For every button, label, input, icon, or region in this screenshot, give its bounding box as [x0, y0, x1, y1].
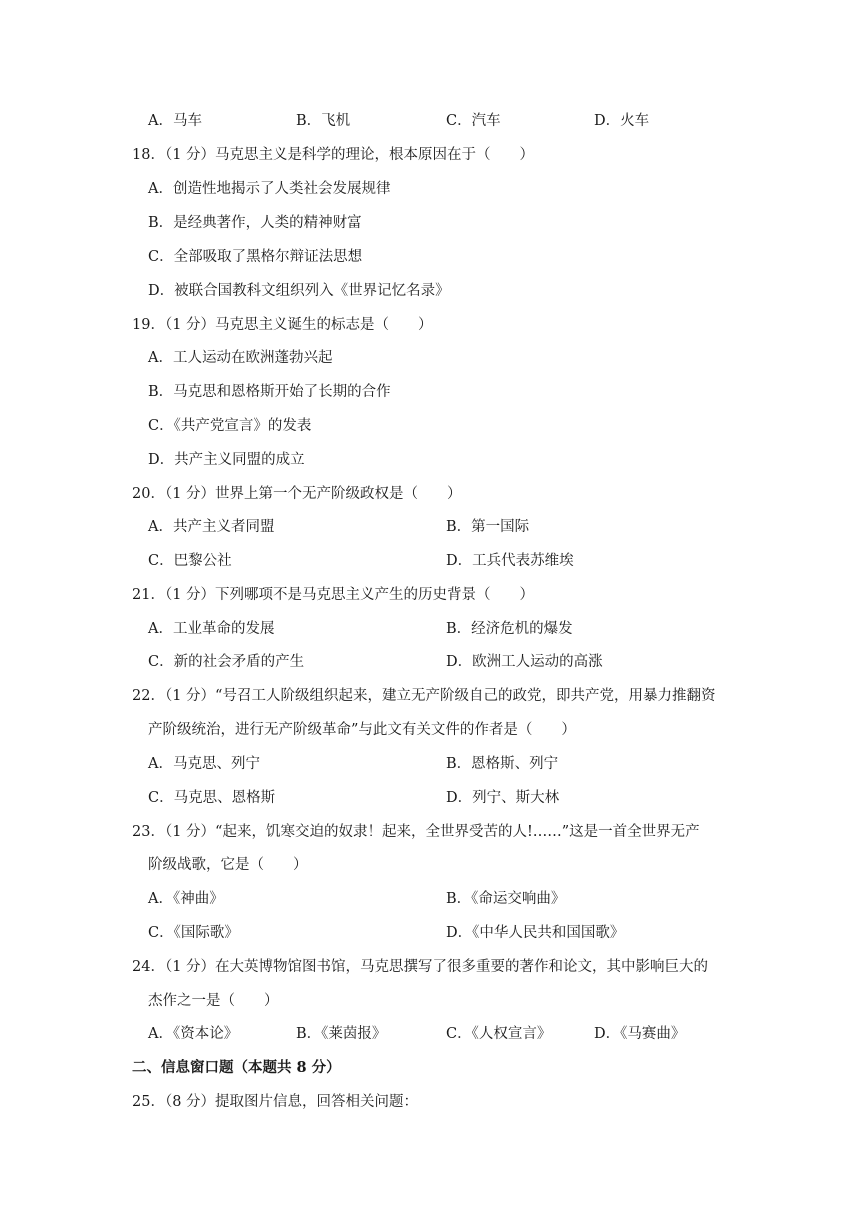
q19-stem: 19．（1 分）马克思主义诞生的标志是（ ） [132, 317, 433, 333]
q18-option-b: B．是经典著作，人类的精神财富 [148, 215, 362, 231]
q23-option-d: D．《中华人民共和国国歌》 [446, 925, 625, 941]
q23-option-c: C．《国际歌》 [148, 925, 239, 941]
q23-stem-line-2: 阶级战歌，它是（ ） [148, 857, 308, 873]
q17-option-a: A．马车 [148, 113, 202, 129]
q20-option-c: C．巴黎公社 [148, 553, 232, 569]
q21-stem: 21．（1 分）下列哪项不是马克思主义产生的历史背景（ ） [132, 587, 535, 603]
q21-option-a: A．工业革命的发展 [148, 621, 275, 637]
q25-stem: 25．（8 分）提取图片信息，回答相关问题： [132, 1094, 419, 1110]
q24-option-c: C．《人权宣言》 [446, 1026, 552, 1042]
q23-option-a: A．《神曲》 [148, 891, 224, 907]
q24-options-row [0, 1021, 860, 1047]
q23-option-b: B．《命运交响曲》 [446, 891, 566, 907]
q22-options-row-1 [0, 751, 860, 777]
q20-option-d: D．工兵代表苏维埃 [446, 553, 574, 569]
q19-option-c: C．《共产党宣言》的发表 [148, 418, 312, 434]
q22-option-d: D．列宁、斯大林 [446, 790, 560, 806]
q24-option-d: D．《马赛曲》 [594, 1026, 686, 1042]
q17-option-d: D．火车 [594, 113, 650, 129]
q24-stem-line-2: 杰作之一是（ ） [148, 993, 279, 1009]
q23-options-row-1 [0, 886, 860, 912]
q18-option-d: D．被联合国教科文组织列入《世界记忆名录》 [148, 283, 450, 299]
q19-option-b: B．马克思和恩格斯开始了长期的合作 [148, 384, 391, 400]
q18-stem: 18．（1 分）马克思主义是科学的理论，根本原因在于（ ） [132, 147, 535, 163]
q17-option-c: C．汽车 [446, 113, 501, 129]
q19-option-d: D．共产主义同盟的成立 [148, 452, 305, 468]
q17-option-b: B．飞机 [296, 113, 351, 129]
q20-options-row-1 [0, 514, 860, 540]
q18-option-a: A．创造性地揭示了人类社会发展规律 [148, 181, 391, 197]
q22-option-a: A．马克思、列宁 [148, 756, 260, 772]
q24-stem-line-1: 24．（1 分）在大英博物馆图书馆，马克思撰写了很多重要的著作和论文，其中影响巨大的 [132, 959, 709, 975]
q22-option-c: C．马克思、恩格斯 [148, 790, 276, 806]
q21-option-b: B．经济危机的爆发 [446, 621, 573, 637]
q22-option-b: B．恩格斯、列宁 [446, 756, 559, 772]
q22-stem-line-1: 22．（1 分）“号召工人阶级组织起来，建立无产阶级自己的政党，即共产党，用暴力推翻资 [132, 688, 716, 704]
q24-option-b: B．《莱茵报》 [296, 1026, 387, 1042]
q22-stem-line-2: 产阶级统治，进行无产阶级革命”与此文有关文件的作者是（ ） [148, 722, 576, 738]
q22-options-row-2 [0, 785, 860, 811]
q21-options-row-2 [0, 649, 860, 675]
q20-stem: 20．（1 分）世界上第一个无产阶级政权是（ ） [132, 486, 462, 502]
q24-option-a: A．《资本论》 [148, 1026, 239, 1042]
q23-stem-line-1: 23．（1 分）“起来，饥寒交迫的奴隶！起来，全世界受苦的人!……”这是一首全世界无产 [132, 824, 700, 840]
q21-options-row-1 [0, 616, 860, 642]
q20-option-b: B．第一国际 [446, 519, 530, 535]
q21-option-c: C．新的社会矛盾的产生 [148, 654, 305, 670]
q18-option-c: C．全部吸取了黑格尔辩证法思想 [148, 249, 363, 265]
q19-option-a: A．工人运动在欧洲蓬勃兴起 [148, 350, 333, 366]
q21-option-d: D．欧洲工人运动的高涨 [446, 654, 603, 670]
q17-options-row [0, 108, 860, 134]
q23-options-row-2 [0, 920, 860, 946]
q20-option-a: A．共产主义者同盟 [148, 519, 275, 535]
section-2-title: 二、信息窗口题（本题共 8 分） [132, 1059, 341, 1076]
q20-options-row-2 [0, 548, 860, 574]
